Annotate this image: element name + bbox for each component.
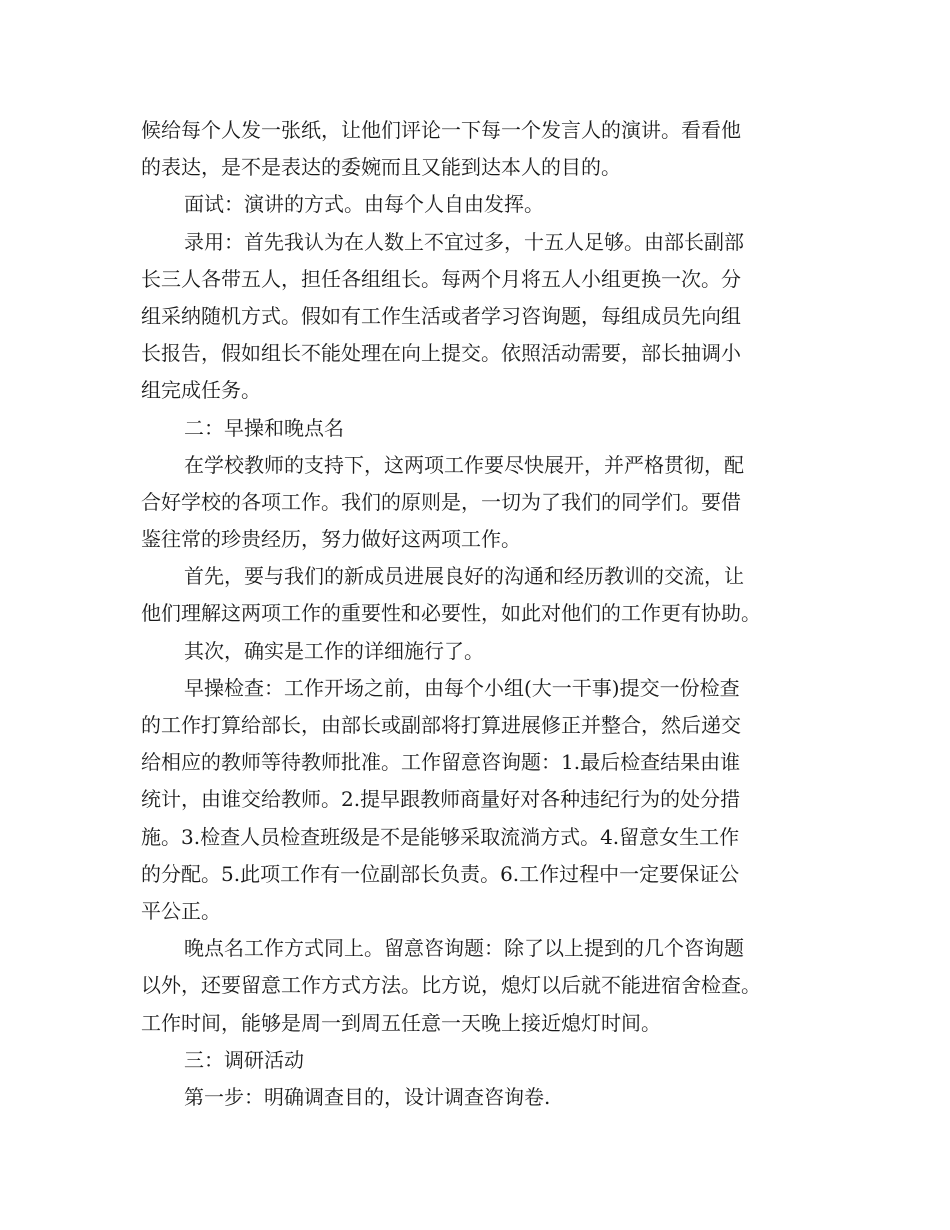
paragraph-step-one: 第一步：明确调查目的，设计调查咨询卷. [184,1084,551,1109]
text-line: 的表达，是不是表达的委婉而且又能到达本人的目的。 [141,155,621,180]
text-line: 统计，由谁交给教师。2.提早跟教师商量好对各种违纪行为的处分措 [141,787,741,812]
paragraph-hiring: 录用：首先我认为在人数上不宜过多，十五人足够。由部长副部 [184,229,744,254]
paragraph-interview: 面试：演讲的方式。由每个人自由发挥。 [184,192,544,217]
paragraph-morning-check: 早操检查：工作开场之前，由每个小组(大一干事)提交一份检查 [184,675,740,700]
text-line: 给相应的教师等待教师批准。工作留意咨询题：1.最后检查结果由谁 [141,750,741,775]
text-line: 的工作打算给部长，由部长或副部将打算进展修正并整合，然后递交 [141,713,741,737]
paragraph-evening-roll: 晚点名工作方式同上。留意咨询题：除了以上提到的几个咨询题 [184,936,744,961]
text-line: 工作时间，能够是周一到周五任意一天晚上接近熄灯时间。 [141,1010,661,1035]
text-line: 候给每个人发一张纸，让他们评论一下每一个发言人的演讲。看看他 [141,118,741,142]
text-line: 鉴往常的珍贵经历，努力做好这两项工作。 [141,527,521,552]
text-line: 的分配。5.此项工作有一位副部长负责。6.工作过程中一定要保证公 [141,861,740,886]
text-line: 长报告，假如组长不能处理在向上提交。依照活动需要，部长抽调小 [141,341,741,366]
section-heading-3: 三：调研活动 [184,1047,304,1072]
text-line: 组完成任务。 [141,378,261,403]
text-line: 平公正。 [141,898,221,923]
text-line: 施。3.检查人员检查班级是不是能够采取流淌方式。4.留意女生工作 [141,824,740,849]
paragraph-first: 首先，要与我们的新成员进展良好的沟通和经历教训的交流，让 [184,564,744,589]
text-line: 合好学校的各项工作。我们的原则是，一切为了我们的同学们。要借 [141,489,741,514]
document-body [141,112,831,1116]
section-heading-2: 二：早操和晚点名 [184,415,344,440]
text-line: 他们理解这两项工作的重要性和必要性，如此对他们的工作更有协助。 [141,601,761,626]
paragraph-second: 其次，确实是工作的详细施行了。 [184,638,484,663]
text-line: 长三人各带五人，担任各组组长。每两个月将五人小组更换一次。分 [141,266,741,291]
text-line: 组采纳随机方式。假如有工作生活或者学习咨询题，每组成员先向组 [141,303,741,328]
text-line: 以外，还要留意工作方式方法。比方说，熄灯以后就不能进宿舍检查。 [141,973,761,998]
paragraph-support: 在学校教师的支持下，这两项工作要尽快展开，并严格贯彻，配 [184,452,744,477]
